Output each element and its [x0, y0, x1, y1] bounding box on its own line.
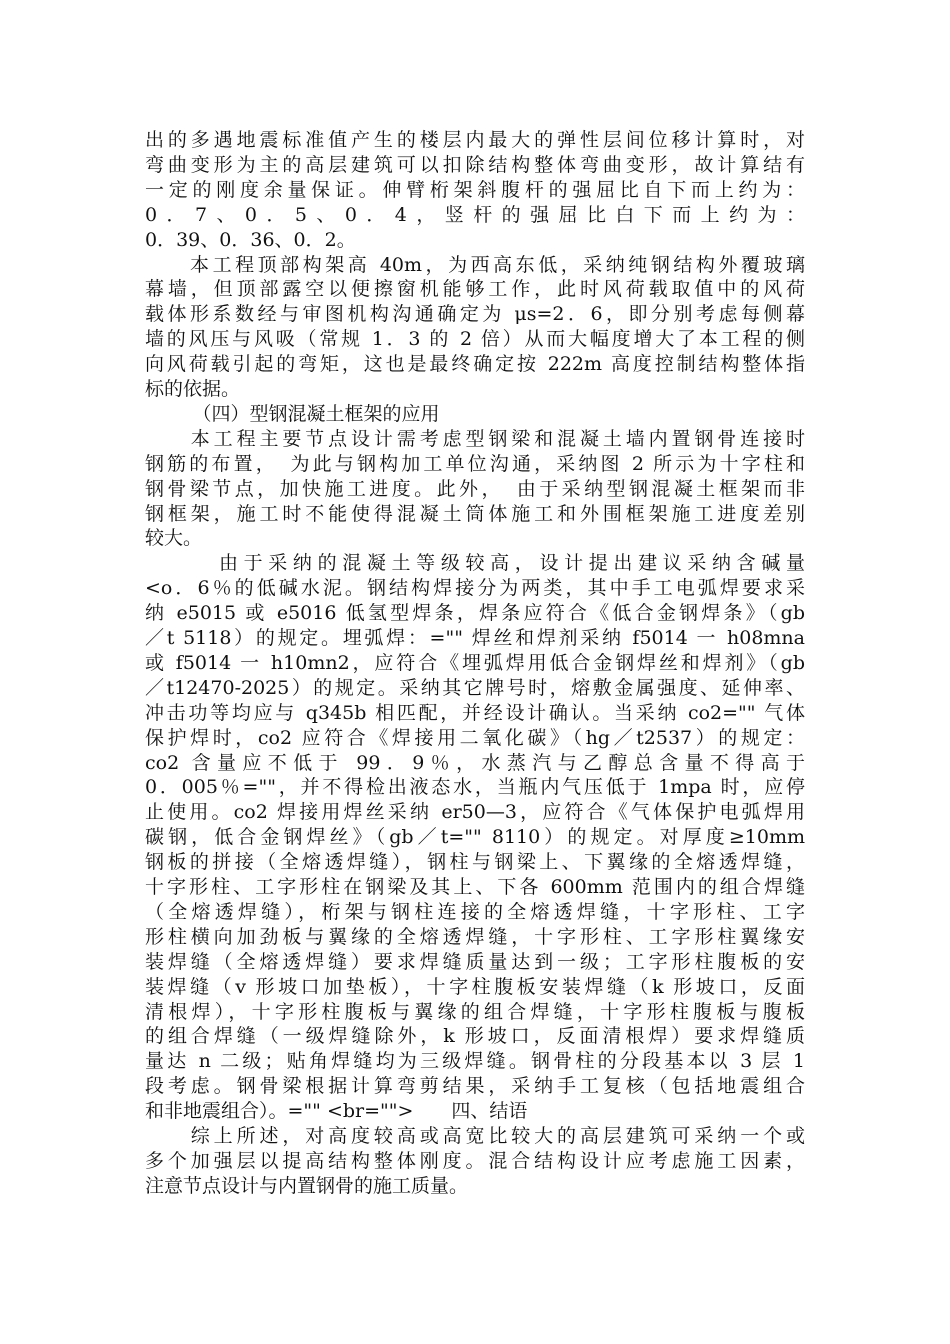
text-line: 一定的刚度余量保证。伸臂桁架斜腹杆的强屈比自下而上约为：	[145, 179, 805, 201]
text-line: 出的多遇地震标准值产生的楼层内最大的弹性层间位移计算时，对	[145, 129, 805, 151]
text-line: 的组合焊缝（一级焊缝除外，k 形坡口，反面清根焊）要求焊缝质	[145, 1025, 805, 1047]
text-line: <o．6％的低碱水泥。钢结构焊接分为两类，其中手工电弧焊要求采	[145, 577, 805, 599]
text-line: 载体形系数经与审图机构沟通确定为 μs=2．6，即分别考虑每侧幕	[145, 303, 805, 325]
text-line: 止使用。co2 焊接用焊丝采纳 er50—3，应符合《气体保护电弧焊用	[145, 801, 805, 823]
text-line: 墙的风压与风吸（常规 1．3 的 2 倍）从而大幅度增大了本工程的侧	[145, 328, 805, 350]
text-line: 钢骨梁节点，加快施工进度。此外， 由于采纳型钢混凝土框架而非	[145, 478, 805, 500]
text-line: 0．005％=""，并不得检出液态水，当瓶内气压低于 1mpa 时，应停	[145, 776, 805, 798]
text-line: 装焊缝（v 形坡口加垫板），十字柱腹板安装焊缝（k 形坡口，反面	[145, 976, 805, 998]
text-line: 由于采纳的混凝土等级较高，设计提出建议采纳含碱量	[145, 552, 805, 574]
text-line: 较大。	[145, 527, 203, 549]
text-line: co2 含量应不低于 99．9％，水蒸汽与乙醇总含量不得高于	[145, 752, 805, 774]
text-line: （四）型钢混凝土框架的应用	[145, 403, 440, 425]
text-line: 纳 e5015 或 e5016 低氢型焊条，焊条应符合《低合金钢焊条》（gb	[145, 602, 805, 624]
text-line: 段考虑。钢骨梁根据计算弯剪结果，采纳手工复核（包括地震组合	[145, 1075, 805, 1097]
text-line: 向风荷载引起的弯矩，这也是最终确定按 222m 高度控制结构整体指	[145, 353, 805, 375]
text-line: 注意节点设计与内置钢骨的施工质量。	[145, 1175, 469, 1197]
text-line: 本工程主要节点设计需考虑型钢梁和混凝土墙内置钢骨连接时	[145, 428, 805, 450]
text-line: ／t 5118）的规定。埋弧焊：="" 焊丝和焊剂采纳 f5014 一 h08mna	[145, 627, 805, 649]
text-line: 碳钢，低合金钢焊丝》（gb／t="" 8110）的规定。对厚度≥10mm	[145, 826, 805, 848]
text-line: 本工程顶部构架高 40m，为西高东低，采纳纯钢结构外覆玻璃	[145, 254, 805, 276]
text-line: 幕墙，但顶部露空以便擦窗机能够工作，此时风荷载取值中的风荷	[145, 278, 805, 300]
text-line: ／t12470-2025）的规定。采纳其它牌号时，熔敷金属强度、延伸率、	[145, 677, 805, 699]
text-line: 0．7、0．5、0．4，竖杆的强屈比白下而上约为：	[145, 204, 805, 226]
text-line: 标的依据。	[145, 378, 241, 400]
text-line: 弯曲变形为主的高层建筑可以扣除结构整体弯曲变形，故计算结有	[145, 154, 805, 176]
text-line: 综上所述，对高度较高或高宽比较大的高层建筑可采纳一个或	[145, 1125, 805, 1147]
text-line: 多个加强层以提高结构整体刚度。混合结构设计应考虑施工因素，	[145, 1150, 805, 1172]
text-line: 冲击功等均应与 q345b 相匹配，并经设计确认。当采纳 co2="" 气体	[145, 702, 805, 724]
text-line: 清根焊），十字形柱腹板与翼缘的组合焊缝，十字形柱腹板与腹板	[145, 1001, 805, 1023]
text-line: 量达 n 二级；贴角焊缝均为三级焊缝。钢骨柱的分段基本以 3 层 1	[145, 1050, 805, 1072]
text-line: 或 f5014 一 h10mn2，应符合《埋弧焊用低合金钢焊丝和焊剂》（gb	[145, 652, 805, 674]
text-line: 形柱横向加劲板与翼缘的全熔透焊缝，十字形柱、工字形柱翼缘安	[145, 926, 805, 948]
text-line: 十字形柱、工字形柱在钢梁及其上、下各 600mm 范围内的组合焊缝	[145, 876, 805, 898]
text-line: 装焊缝（全熔透焊缝）要求焊缝质量达到一级；工字形柱腹板的安	[145, 951, 805, 973]
text-line: 钢框架，施工时不能使得混凝土筒体施工和外围框架施工进度差别	[145, 503, 805, 525]
text-line: （全熔透焊缝），桁架与钢柱连接的全熔透焊缝，十字形柱、工字	[145, 901, 805, 923]
text-line: 钢筋的布置， 为此与钢构加工单位沟通，采纳图 2 所示为十字柱和	[145, 453, 805, 475]
text-line: 0．39、0．36、0．2。	[145, 229, 356, 251]
text-line: 钢板的拼接（全熔透焊缝），钢柱与钢梁上、下翼缘的全熔透焊缝，	[145, 851, 805, 873]
text-line: 保护焊时，co2 应符合《焊接用二氧化碳》（hg／t2537）的规定：	[145, 727, 805, 749]
text-line: 和非地震组合）。="" <br=""> 四、结语	[145, 1100, 528, 1122]
